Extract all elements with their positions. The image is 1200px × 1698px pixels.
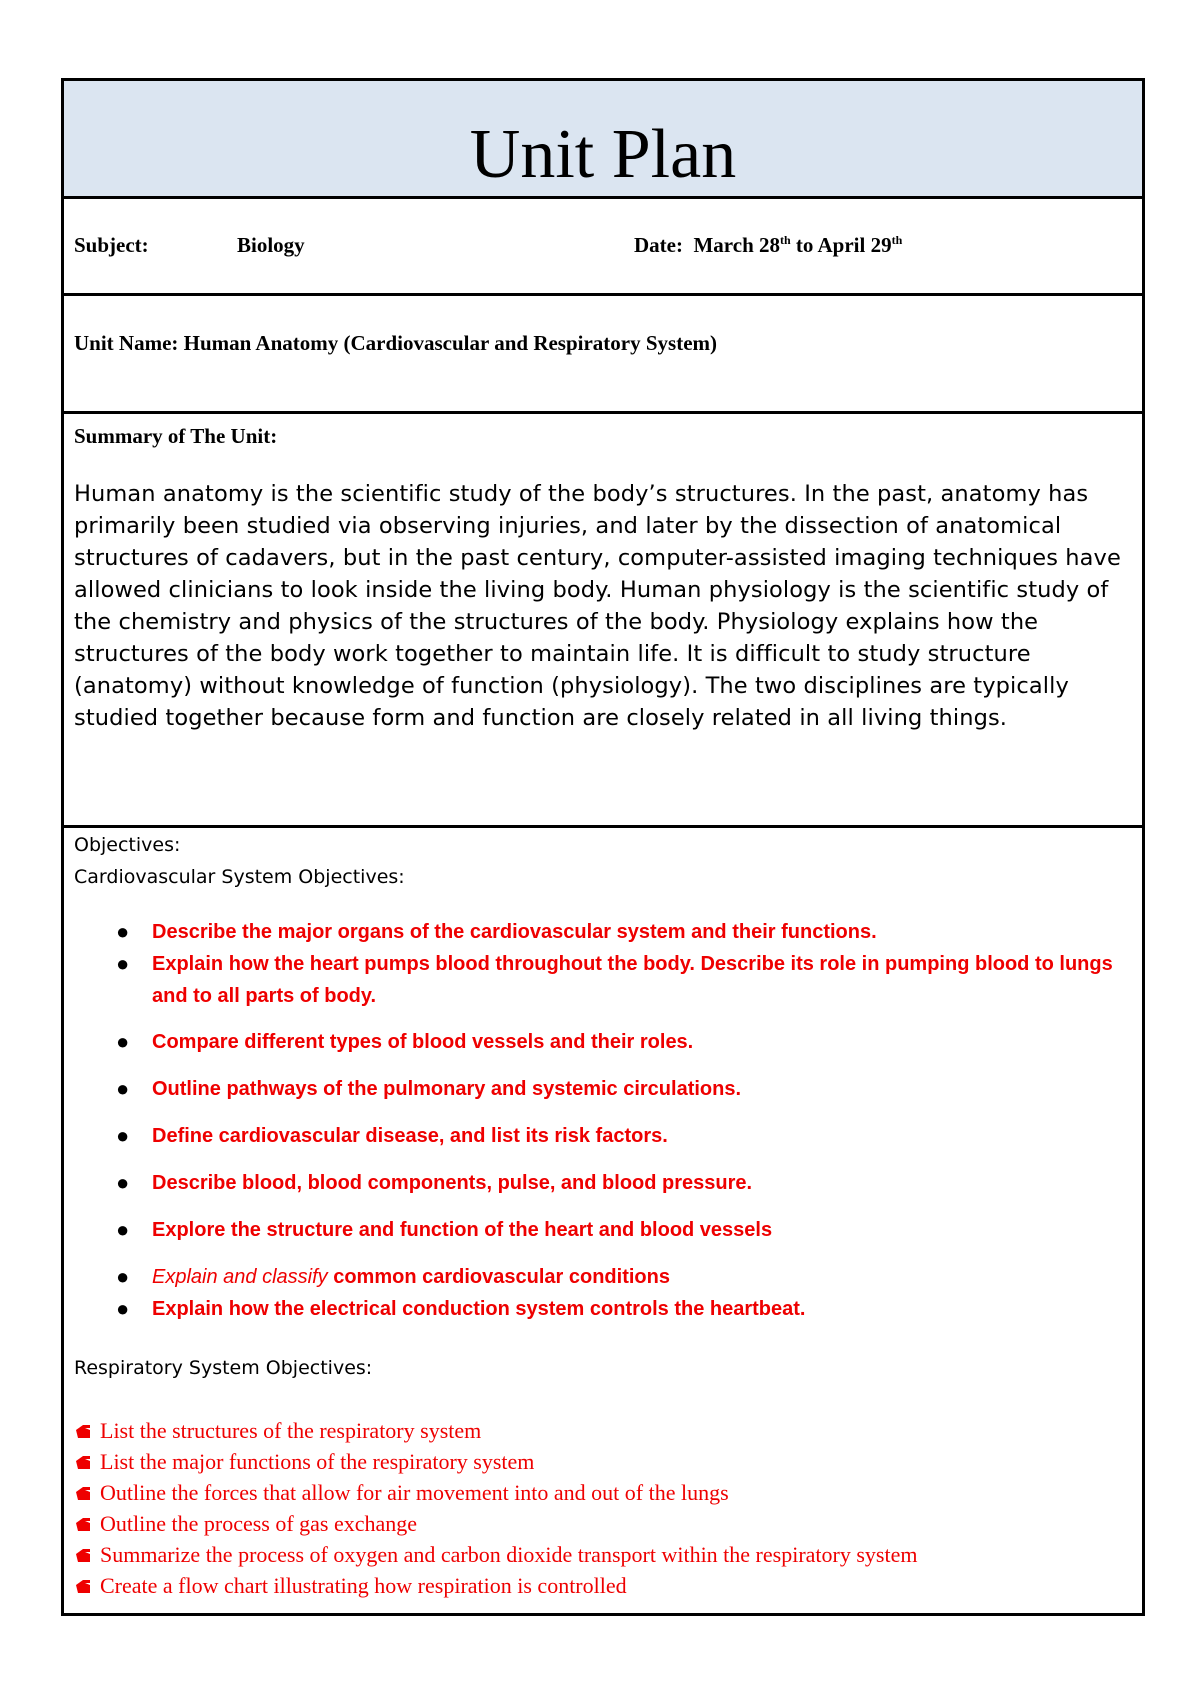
- objectives-row: Objectives: Cardiovascular System Objectives: ● Describe the major organs of the cardiovascular system and their functions. ● Explain how the heart pumps blood throughout the body. Describe its role in pumping blood to lungs and to all parts of body. ● Compare different types of blood vessels and their roles. ● Outline pathways of the pulmonary and systemic circulations. ● Define cardiovascular disease, and list its risk factors. ● Describe blood, blood components, pulse, and blood pressure. ● Explore the structure and function of the heart and blood vessels ● Explain and classify common cardiovascular conditions ● Explain how the electrical conduction system controls the heartbeat. Respiratory System Objectives: List the structures of the respiratory system List the major functions of the respiratory system Outline the forces that allow for air movement into and out of the lungs Outline the process of gas exchange Summarize the process of oxygen and carbon dioxide transport within the respiratory system Create a flow chart illustrating how respiration is controlled: [64, 828, 1142, 1613]
- date-field: [634, 233, 902, 258]
- bullet-icon: ●: [116, 951, 130, 976]
- bullet-icon: ●: [116, 919, 130, 944]
- date-end: April 29: [817, 233, 892, 257]
- resp-heading: Respiratory System Objectives:: [74, 1357, 373, 1379]
- page-title: Unit Plan: [469, 116, 737, 193]
- unit-name: [74, 331, 717, 356]
- subject-label: Subject:: [74, 233, 149, 257]
- list-item: List the structures of the respiratory system: [74, 1416, 481, 1446]
- item-rest-part: common cardiovascular conditions: [327, 1266, 670, 1288]
- pointing-hand-icon: [74, 1453, 92, 1471]
- bullet-icon: ●: [116, 1296, 130, 1321]
- bullet-icon: ●: [116, 1076, 130, 1101]
- list-item: List the major functions of the respiratory system: [74, 1447, 534, 1477]
- pointing-hand-icon: [74, 1577, 92, 1595]
- summary-text: Human anatomy is the scientific study of the body’s structures. In the past, anatomy has primarily been studied via observing injuries, and later by the dissection of anatomical structures of cadavers, but in the past century, computer-assisted imaging techniques have allowed clinicians to look inside the living body. Human physiology is the scientific study of the chemistry and physics of the structures of the body. Physiology explains how the structures of the body work together to maintain life. It is difficult to study structure (anatomy) without knowledge of function (physiology). The two disciplines are typically studied together because form and function are closely related in all living things.: [74, 481, 1121, 731]
- date-label: Date:: [634, 233, 683, 257]
- pointing-hand-icon: [74, 1515, 92, 1533]
- list-item: Outline the forces that allow for air movement into and out of the lungs: [74, 1478, 729, 1508]
- pointing-hand-icon: [74, 1546, 92, 1564]
- list-item: Summarize the process of oxygen and carbon dioxide transport within the respiratory system: [74, 1540, 917, 1570]
- date-end-suffix: th: [891, 233, 903, 247]
- unit-name-value: Human Anatomy (Cardiovascular and Respiratory System): [183, 331, 718, 355]
- bullet-icon: ●: [116, 1264, 130, 1289]
- subject-date-row: [64, 199, 1142, 296]
- cardio-heading: Cardiovascular System Objectives:: [74, 866, 405, 888]
- bullet-icon: ●: [116, 1123, 130, 1148]
- item-italic-part: Explain and classify: [152, 1266, 328, 1288]
- pointing-hand-icon: [74, 1484, 92, 1502]
- unit-name-label: Unit Name:: [74, 331, 179, 355]
- unit-plan-table: [61, 78, 1145, 1616]
- title-row: [64, 81, 1142, 199]
- subject-value: Biology: [237, 233, 305, 257]
- date-start: March 28: [693, 233, 780, 257]
- date-start-suffix: th: [780, 233, 791, 247]
- summary-label: Summary of The Unit:: [74, 424, 278, 448]
- pointing-hand-icon: [74, 1422, 92, 1440]
- bullet-icon: ●: [116, 1029, 130, 1054]
- list-item: Outline the process of gas exchange: [74, 1509, 417, 1539]
- summary-row: [64, 414, 1142, 828]
- bullet-icon: ●: [116, 1217, 130, 1242]
- list-item: Create a flow chart illustrating how respiration is controlled: [74, 1571, 627, 1601]
- bullet-icon: ●: [116, 1170, 130, 1195]
- date-connector: to: [795, 233, 814, 257]
- unit-name-row: [64, 296, 1142, 414]
- objectives-label: Objectives:: [74, 834, 181, 856]
